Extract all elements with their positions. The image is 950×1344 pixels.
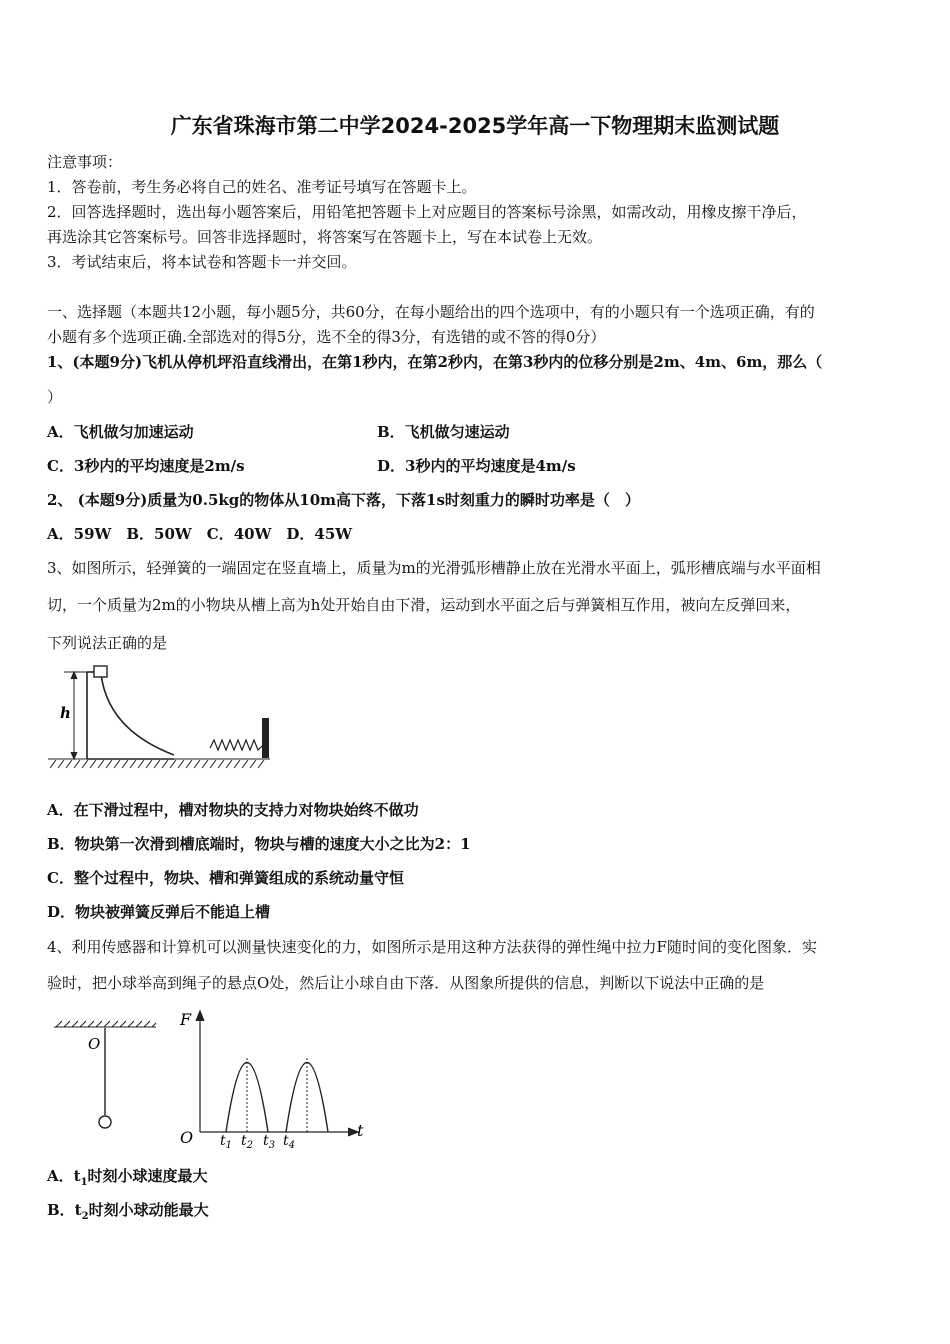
q4-option-b: B．$t_2$时刻小球动能最大 [47, 1201, 209, 1222]
question-3-stem: 切，一个质量为2m的小物块从槽上高为h处开始自由下滑，运动到水平面之后与弹簧相互作用，被向左反弹回来， [47, 596, 801, 614]
force-pulse-2 [286, 1063, 328, 1133]
q1-option-d: D．3秒内的平均速度是4m/s [377, 457, 576, 475]
section-instructions: 小题有多个选项正确.全部选对的得5分，选不全的得3分，有选错的或不答的得0分） [47, 328, 606, 346]
q4-option-a: A．$t_1$时刻小球速度最大 [47, 1167, 208, 1188]
force-pulse-1 [226, 1063, 268, 1133]
pivot-label: O [88, 1035, 101, 1053]
section-instructions: 一、选择题（本题共12小题，每小题5分，共60分，在每小题给出的四个选项中，有的小题只有一个选项正确，有的 [47, 303, 815, 321]
notice-heading: 注意事项： [47, 153, 123, 171]
graph-axes [196, 1011, 358, 1136]
tick-t4: $t_4$ [283, 1133, 296, 1150]
arc-groove [87, 672, 174, 759]
notice-item: 3．考试结束后，将本试卷和答题卡一并交回。 [47, 253, 357, 271]
question-2-stem: 2、 (本题9分)质量为0.5kg的物体从10m高下落，下落1s时刻重力的瞬时功率是（ ） [47, 491, 640, 509]
tick-t3: $t_3$ [263, 1133, 276, 1150]
q3-option-b: B．物块第一次滑到槽底端时，物块与槽的速度大小之比为2：1 [47, 835, 471, 853]
tick-t1: $t_1$ [220, 1133, 233, 1150]
q3-option-c: C．整个过程中，物块、槽和弹簧组成的系统动量守恒 [47, 869, 404, 887]
ground-hatching [48, 759, 270, 768]
spring [210, 740, 262, 750]
q4-figure [50, 1005, 370, 1150]
notice-item: 2．回答选择题时，选出每小题答案后，用铅笔把答题卡上对应题目的答案标号涂黑，如需改动，用橡皮擦干净后， [47, 203, 807, 221]
ceiling [54, 1021, 156, 1027]
height-label: h [60, 704, 71, 722]
q3-figure [44, 660, 276, 775]
notice-item: 1．答卷前，考生务必将自己的姓名、准考证号填写在答题卡上。 [47, 178, 477, 196]
question-4-stem: 验时，把小球举高到绳子的悬点O处，然后让小球自由下落．从图象所提供的信息，判断以下说法中正确的是 [47, 974, 765, 992]
question-1-stem: ） [47, 388, 63, 406]
q3-option-d: D．物块被弹簧反弹后不能追上槽 [47, 903, 271, 921]
q3-option-a: A．在下滑过程中，槽对物块的支持力对物块始终不做功 [47, 801, 419, 819]
wall [262, 718, 269, 758]
origin-label: O [180, 1128, 194, 1147]
page-title: 广东省珠海市第二中学2024-2025学年高一下物理期末监测试题 [170, 114, 780, 138]
q1-option-a: A．飞机做匀加速运动 [47, 423, 194, 441]
notice-item: 再选涂其它答案标号。回答非选择题时，将答案写在答题卡上，写在本试卷上无效。 [47, 228, 603, 246]
axis-x-label: t [357, 1121, 364, 1140]
q1-option-b: B．飞机做匀速运动 [377, 423, 510, 441]
q2-options: A．59W B．50W C．40W D．45W [47, 525, 353, 543]
axis-y-label: F [180, 1010, 192, 1029]
question-3-stem: 下列说法正确的是 [47, 634, 168, 652]
question-3-stem: 3、如图所示，轻弹簧的一端固定在竖直墙上，质量为m的光滑弧形槽静止放在光滑水平面上，弧形槽底端与水平面相 [47, 559, 821, 577]
question-4-stem: 4、利用传感器和计算机可以测量快速变化的力，如图所示是用这种方法获得的弹性绳中拉力F随时间的变化图象．实 [47, 938, 817, 956]
ball [99, 1116, 111, 1128]
q1-option-c: C．3秒内的平均速度是2m/s [47, 457, 245, 475]
question-1-stem: 1、(本题9分)飞机从停机坪沿直线滑出，在第1秒内，在第2秒内，在第3秒内的位移分别是2m、4m、6m，那么（ [47, 353, 823, 371]
tick-t2: $t_2$ [241, 1133, 254, 1150]
small-block [94, 666, 107, 677]
